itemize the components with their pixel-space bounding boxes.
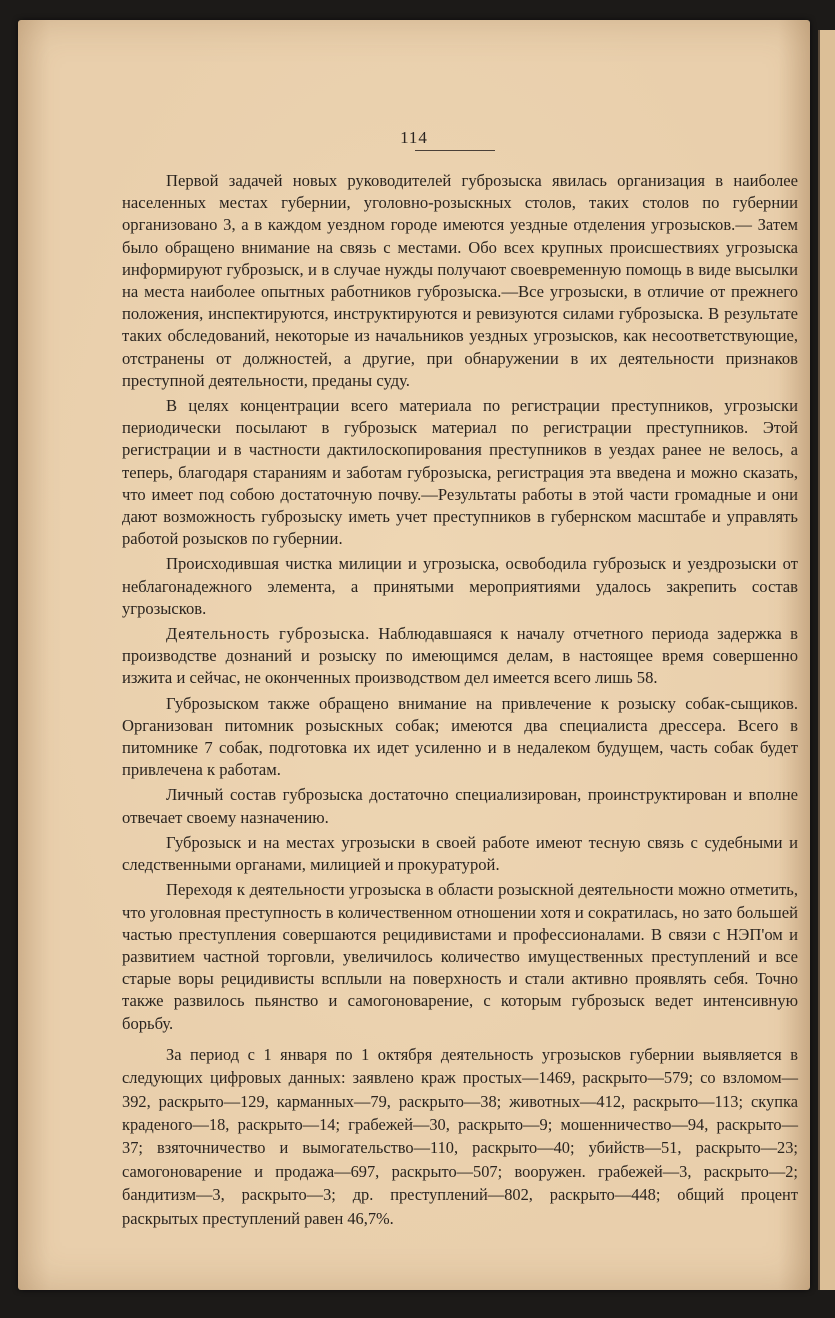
page-number-rule <box>415 150 495 151</box>
run-in-heading: Деятельность губрозыска. <box>166 624 370 644</box>
book-page <box>18 20 810 1290</box>
paragraph-2: В целях концентрации всего материала по регистрации преступников, угрозыски периодически посылают в губрозыск материал по регистрации преступников. Этой регистрации и в частности дактилоскопирования преступников в уездах ранее не велось, а теперь, благодаря стараниям и заботам губрозыска, регистрация эта введена и можно сказать, что имеет под собою достаточную почву.—Результаты работы в этой части громадные и они дают возможность губрозыску иметь учет преступников в губернском масштабе и управлять работой розысков по губернии. <box>122 396 798 549</box>
adjacent-page-edge <box>818 30 835 1290</box>
paragraph-6: Личный состав губрозыска достаточно специализирован, проинструктирован и вполне отвечает своему назначению. <box>122 785 798 827</box>
paragraph-8: Переходя к деятельности угрозыска в области розыскной деятельности можно отметить, что уголовная преступность в количественном отношении хотя и сократилась, но зато большей частью преступления совершаются рецидивистами и профессионалами. В связи с НЭП'ом и развитием частной торговли, увеличилось количество имущественных преступлений и все старые воры рецидивисты всплыли на поверхность и стали активно проявлять себя. Точно также развилось пьянство и самогоноварение, с которым губрозыск ведет интенсивную борьбу. <box>122 880 798 1033</box>
page-number: 114 <box>400 128 428 147</box>
paragraph-1: Первой задачей новых руководителей губрозыска явилась организация в наиболее населенных местах губернии, уголовно-розыскных столов, таких столов по губернии организовано 3, а в каждом уездном городе имеются уездные отделения угрозысков.— Затем было обращено внимание на связь с местами. Обо всех крупных происшествиях угрозыска информируют губрозыск, и в случае нужды получают своевременную помощь в виде высылки на места наиболее опытных работников губрозыска.—Все угрозыски, в отличие от прежнего положения, инспектируются, инструктируются и ревизуются силами губрозыска. В результате таких обследований, некоторые из начальников уездных угрозысков, как несоответствующие, отстранены от должностей, а другие, при обнаружении в их деятельности признаков преступной деятельности, преданы суду. <box>122 171 798 390</box>
statistics-paragraph: За период с 1 января по 1 октября деятельность угрозысков губернии выявляется в следующих цифровых данных: заявлено краж простых—1469, раскрыто—579; со взломом—392, раскрыто—129, карманных—79, раскрыто—38; животных—412, раскрыто—113; скупка краденого—18, раскрыто—14; грабежей—30, раскрыто—9; мошенничество—94, раскрыто—37; взяточничество и вымогательство—110, раскрыто—40; убийств—51, раскрыто—23; самогоноварение и продажа—697, раскрыто—507; вооружен. грабежей—3, раскрыто—2; бандитизм—3, раскрыто—3; др. преступлений—802, раскрыто—448; общий процент раскрытых преступлений равен 46,7%. <box>122 1044 798 1228</box>
page-text-body <box>122 170 798 1233</box>
paragraph-3: Происходившая чистка милиции и угрозыска, освободила губрозыск и уездрозыски от неблагонадежного элемента, а принятыми мероприятиями удалось закрепить состав угрозысков. <box>122 554 798 618</box>
paragraph-4 <box>122 623 798 690</box>
paragraph-7: Губрозыск и на местах угрозыски в своей работе имеют тесную связь с судебными и следственными органами, милицией и прокуратурой. <box>122 832 798 875</box>
paragraph-5: Губрозыском также обращено внимание на привлечение к розыску собак-сыщиков. Организован питомник розыскных собак; имеются два специалиста дрессера. Всего в питомнике 7 собак, подготовка их идет усиленно и в недалеком будущем, часть собак будет привлечена к работам. <box>122 693 798 780</box>
paragraph-4-text: Наблюдавшаяся к началу отчетного периода задержка в производстве дознаний и розыску по имеющимся делам, в настоящее время совершенно изжита и сейчас, не оконченных производством дел имеется всего лишь 58. <box>122 624 798 688</box>
